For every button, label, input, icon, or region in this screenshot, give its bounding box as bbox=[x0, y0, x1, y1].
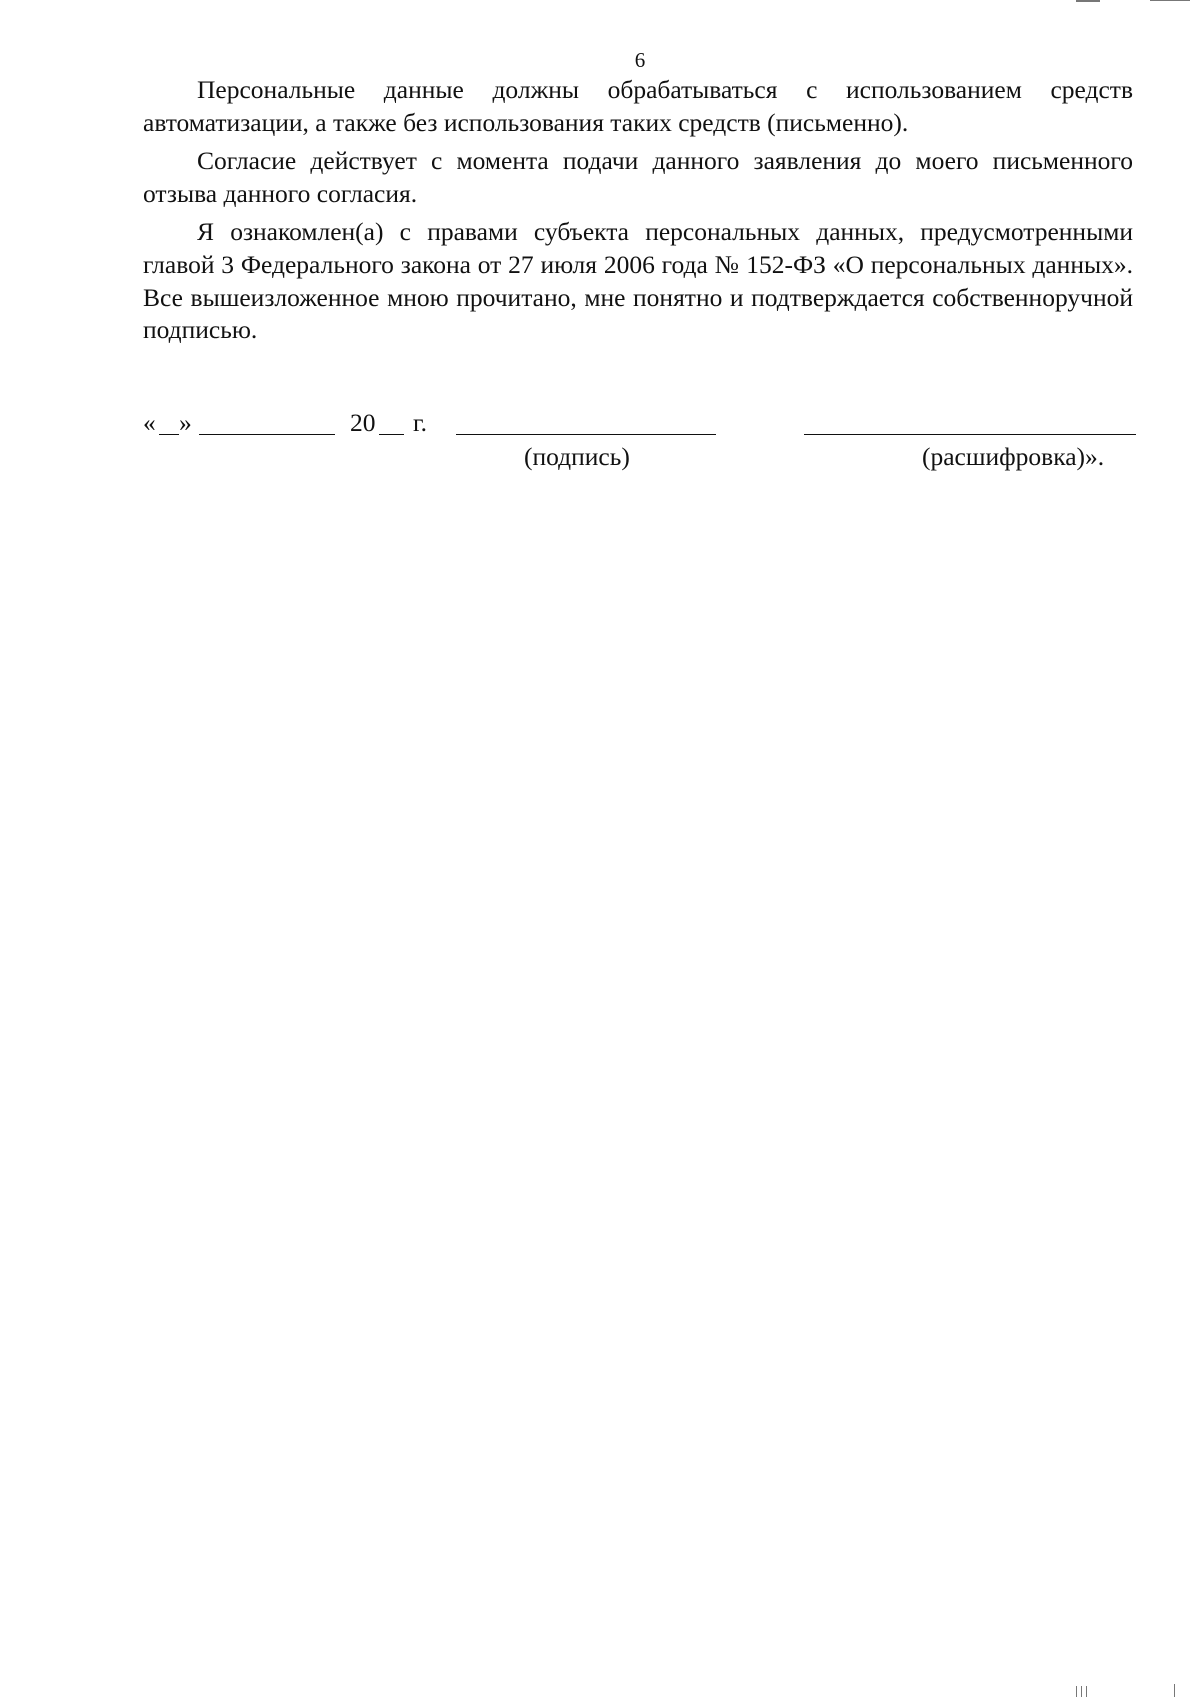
day-blank-line[interactable] bbox=[159, 434, 179, 435]
date-open-quote: « bbox=[143, 408, 156, 437]
document-body bbox=[143, 74, 1133, 353]
paragraph-automation: Персональные данные должны обрабатываться с использованием средств автоматизации, а также без использования таких средств (письменно). bbox=[143, 75, 1133, 137]
year-suffix: г. bbox=[413, 408, 427, 437]
scan-artifact-bottom-2 bbox=[1081, 1686, 1082, 1697]
decryption-blank-line[interactable] bbox=[804, 434, 1136, 435]
month-blank-line[interactable] bbox=[199, 434, 335, 435]
scan-artifact-bottom-1 bbox=[1076, 1686, 1077, 1697]
scan-artifact-top-right bbox=[1150, 0, 1190, 1]
date-close-quote: » bbox=[179, 408, 192, 437]
paragraph-acknowledgement: Я ознакомлен(а) с правами субъекта персональных данных, предусмотренными главой 3 Федерального закона от 27 июля 2006 года № 152-ФЗ «О персональных данных». Все вышеизложенное мною прочитано, мне понятно и подтверждается собственноручной подписью. bbox=[143, 217, 1133, 345]
decryption-caption: (расшифровка)». bbox=[922, 442, 1105, 471]
signature-caption: (подпись) bbox=[524, 442, 630, 471]
page-number: 6 bbox=[634, 48, 646, 72]
scan-artifact-top bbox=[1076, 0, 1100, 2]
scan-artifact-bottom-4 bbox=[1174, 1684, 1175, 1697]
paragraph-consent-validity: Согласие действует с момента подачи данного заявления до моего письменного отзыва данного согласия. bbox=[143, 146, 1133, 208]
scan-artifact-bottom-3 bbox=[1086, 1686, 1087, 1697]
signature-blank-line[interactable] bbox=[456, 434, 716, 435]
year-prefix: 20 bbox=[350, 408, 376, 437]
year-blank-line[interactable] bbox=[379, 434, 404, 435]
